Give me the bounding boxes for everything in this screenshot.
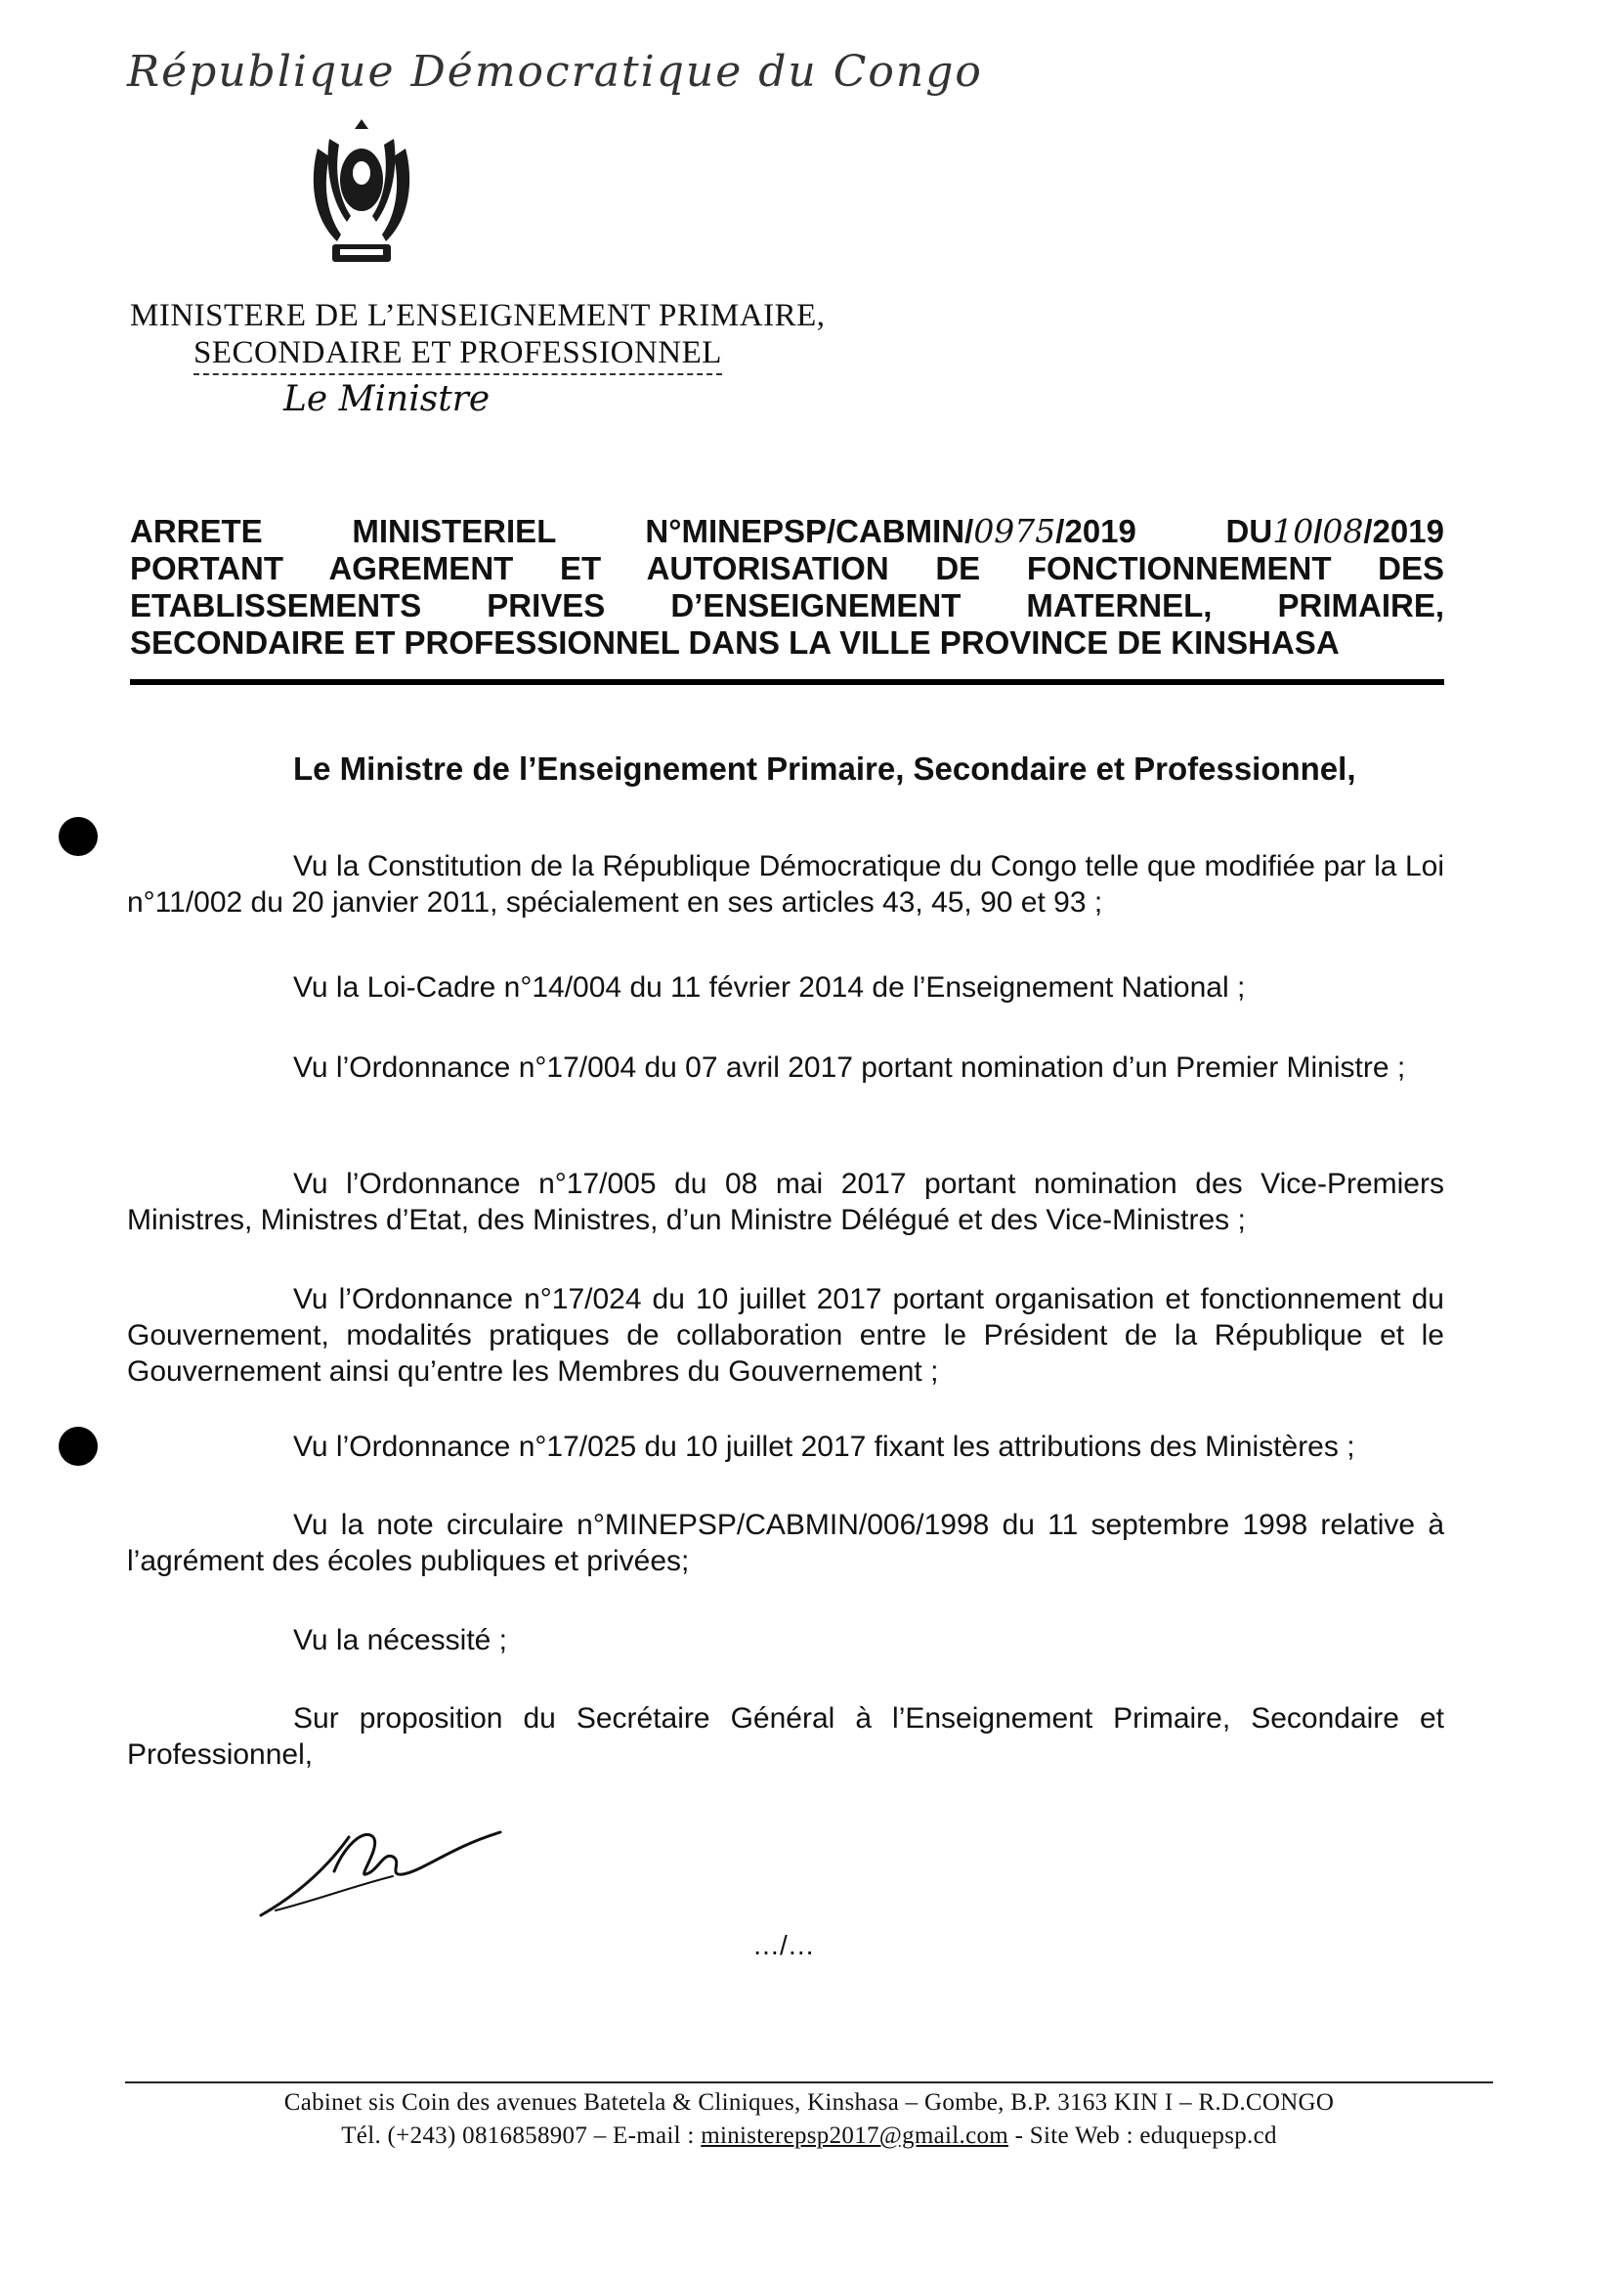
arrete-line-3: ETABLISSEMENTS PRIVES D’ENSEIGNEMENT MATERNEL, PRIMAIRE, <box>130 587 1444 623</box>
punch-hole-bottom <box>59 1427 98 1466</box>
visa-constitution: Vu la Constitution de la République Démocratique du Congo telle que modifiée par la Loi n°11/002 du 20 janvier 2011, spécialement en ses articles 43, 45, 90 et 93 ; <box>127 850 1444 919</box>
arrete-middle: /2019 DU <box>1055 513 1273 549</box>
footer-contact <box>125 2122 1493 2150</box>
page-continuation: …/… <box>752 1930 815 1960</box>
footer-phone: Tél. (+243) 0816858907 – E-mail : <box>341 2122 702 2149</box>
le-ministre-label: Le Ministre <box>283 379 491 419</box>
arrete-prefix: ARRETE MINISTERIEL N°MINEPSP/CABMIN/ <box>130 513 974 549</box>
arrete-day-handwritten: 10 <box>1272 512 1314 550</box>
republic-title: République Démocratique du Congo <box>127 47 983 97</box>
arrete-title <box>130 513 1444 662</box>
punch-hole-top <box>59 817 98 856</box>
footer-website: - Site Web : eduquepsp.cd <box>1008 2122 1277 2149</box>
footer-address: Cabinet sis Coin des avenues Batetela & Cliniques, Kinshasa – Gombe, B.P. 3163 KIN I – R.D.CONGO <box>283 2089 1335 2116</box>
visa-loi-cadre: Vu la Loi-Cadre n°14/004 du 11 février 2014 de l’Enseignement National ; <box>293 971 1246 1004</box>
coat-of-arms-emblem <box>308 119 415 276</box>
title-divider <box>130 679 1444 685</box>
visa-necessite: Vu la nécessité ; <box>293 1624 508 1656</box>
visa-ordonnance-17-024: Vu l’Ordonnance n°17/024 du 10 juillet 2017 portant organisation et fonctionnement du Gouvernement, modalités pratiques de collaboration entre le Président de la République et le Gouvernement ainsi qu’entre les Membres du Gouvernement ; <box>127 1283 1444 1388</box>
arrete-suffix: /2019 <box>1363 513 1444 549</box>
signature-image <box>256 1818 510 1925</box>
visa-note-circulaire: Vu la note circulaire n°MINEPSP/CABMIN/006/1998 du 11 septembre 1998 relative à l’agrément des écoles publiques et privées; <box>127 1509 1444 1577</box>
minister-heading: Le Ministre de l’Enseignement Primaire, Secondaire et Professionnel, <box>293 750 1356 787</box>
arrete-line-4: SECONDAIRE ET PROFESSIONNEL DANS LA VILLE PROVINCE DE KINSHASA <box>130 624 1340 661</box>
arrete-line-2: PORTANT AGREMENT ET AUTORISATION DE FONCTIONNEMENT DES <box>130 550 1444 586</box>
visa-ordonnance-17-004: Vu l’Ordonnance n°17/004 du 07 avril 2017 portant nomination d’un Premier Ministre ; <box>293 1051 1406 1084</box>
arrete-number-handwritten: 0975 <box>973 512 1056 550</box>
arrete-separator: / <box>1313 513 1323 549</box>
visa-ordonnance-17-005: Vu l’Ordonnance n°17/005 du 08 mai 2017 portant nomination des Vice-Premiers Ministres, Ministres d’Etat, des Ministres, d’un Ministre Délégué et des Vice-Ministres ; <box>127 1168 1444 1236</box>
arrete-month-handwritten: 08 <box>1322 512 1364 550</box>
arrete-line-1 <box>130 513 1444 550</box>
visa-ordonnance-17-025: Vu l’Ordonnance n°17/025 du 10 juillet 2017 fixant les attributions des Ministères ; <box>293 1431 1355 1463</box>
ministry-name-line2: SECONDAIRE ET PROFESSIONNEL <box>193 335 722 375</box>
sur-proposition: Sur proposition du Secrétaire Général à l’Enseignement Primaire, Secondaire et Professionnel, <box>127 1702 1444 1771</box>
footer-divider <box>125 2081 1493 2083</box>
ministry-name-line1: MINISTERE DE L’ENSEIGNEMENT PRIMAIRE, <box>130 298 826 333</box>
footer-email-link[interactable]: ministerepsp2017@gmail.com <box>701 2122 1009 2149</box>
